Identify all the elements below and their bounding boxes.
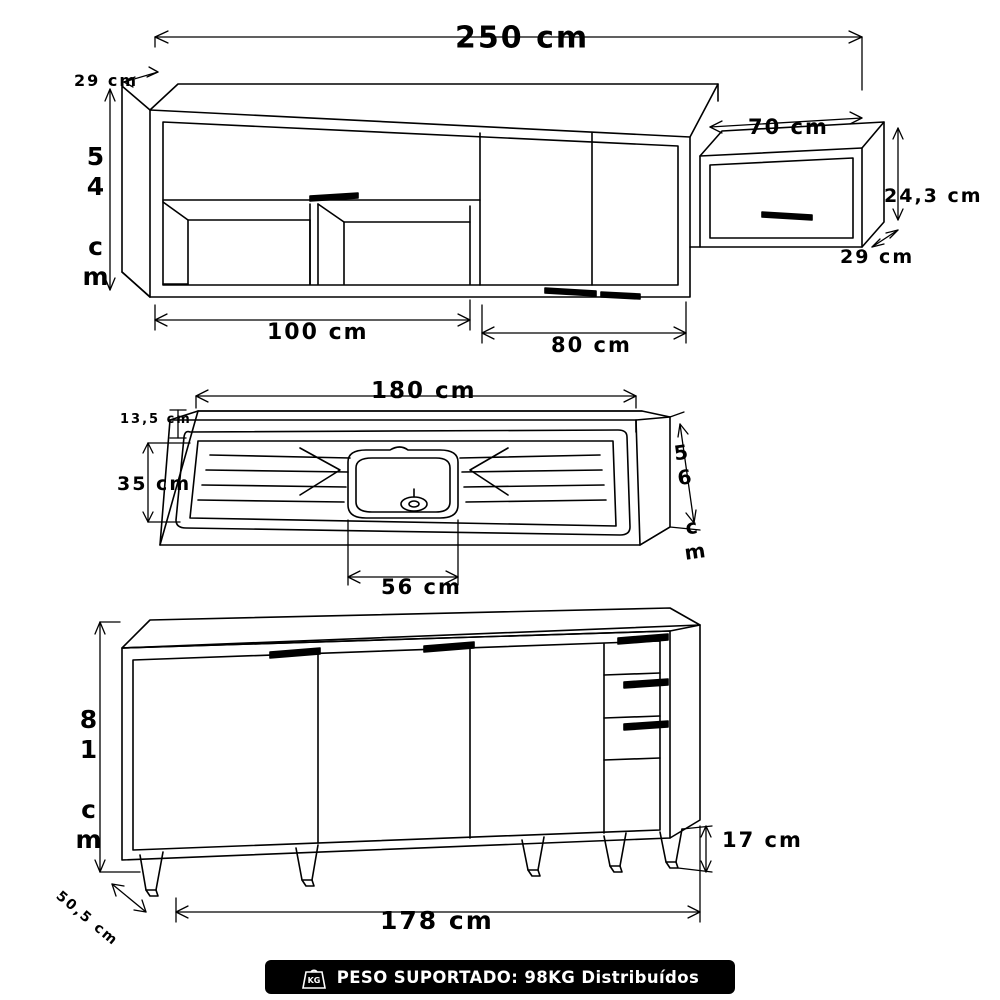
dim-right-module-width: 80 cm: [551, 333, 632, 357]
weight-capacity-banner: [265, 960, 735, 994]
svg-text:KG: KG: [307, 976, 321, 985]
dim-upper-height: 54 cm: [81, 142, 110, 292]
sink-group: [160, 411, 670, 545]
dim-sink-basin-depth: 35 cm: [117, 473, 192, 495]
dim-left-module-width: 100 cm: [267, 320, 369, 345]
dim-sink-width: 180 cm: [371, 378, 477, 404]
dim-sink-depth: 56 cm: [667, 438, 709, 567]
dim-leg-height: 17 cm: [722, 828, 803, 852]
dim-base-height: 81 cm: [74, 705, 103, 855]
weight-capacity-text: PESO SUPORTADO: 98KG Distribuídos: [336, 967, 700, 987]
dim-top-width: 250 cm: [455, 20, 590, 56]
dim-small-cabinet-height: 24,3 cm: [884, 185, 983, 207]
dim-base-depth: 50,5 cm: [52, 888, 122, 950]
dim-sink-basin-width: 56 cm: [381, 575, 462, 599]
dim-small-cabinet-depth: 29 cm: [840, 246, 915, 268]
dim-base-width: 178 cm: [380, 906, 494, 935]
base-dimension-lines: [95, 622, 712, 922]
base-cabinet-group: [122, 608, 700, 896]
dim-upper-depth-left: 29 cm: [74, 71, 138, 90]
dim-small-cabinet-width: 70 cm: [748, 115, 829, 139]
dim-sink-lip-height: 13,5 cm: [120, 412, 192, 427]
weight-kg-icon: [301, 964, 327, 990]
